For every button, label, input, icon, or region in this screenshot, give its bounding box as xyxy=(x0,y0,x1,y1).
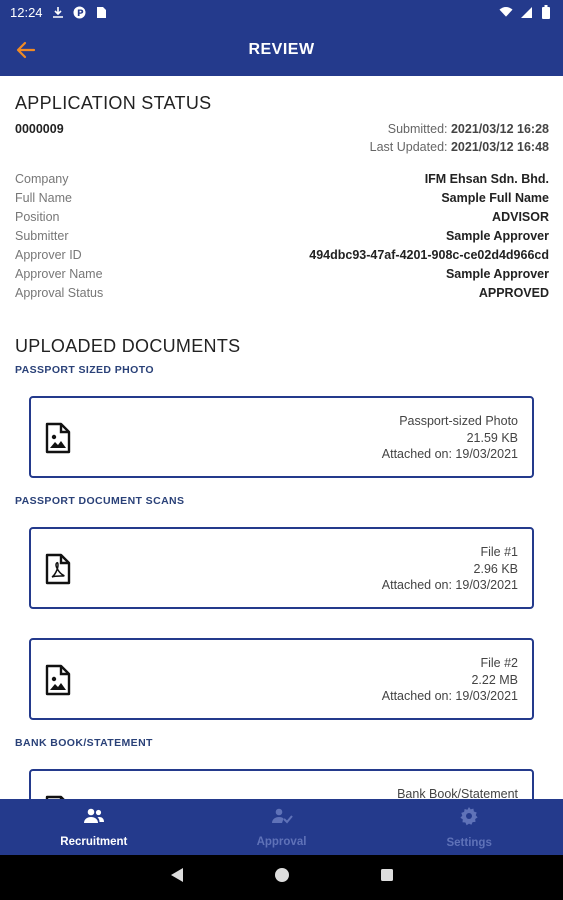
field-value: 494dbc93-47af-4201-908c-ce02d4d966cd xyxy=(309,248,549,262)
system-navigation-bar xyxy=(0,855,563,900)
field-value: Sample Approver xyxy=(445,267,549,281)
doc-group-title: PASSPORT SIZED PHOTO xyxy=(15,364,154,376)
field-label: Submitter xyxy=(15,229,69,243)
home-circle-icon[interactable] xyxy=(274,867,290,888)
field-company xyxy=(15,172,549,191)
doc-group-title: BANK BOOK/STATEMENT xyxy=(15,737,153,749)
field-full-name xyxy=(15,191,549,210)
field-label: Company xyxy=(15,172,69,186)
field-approver-id xyxy=(15,248,549,267)
back-arrow-icon[interactable] xyxy=(14,38,38,62)
pdf-file-icon xyxy=(45,553,71,585)
field-value: Sample Full Name xyxy=(441,191,549,205)
updated-label: Last Updated: xyxy=(369,140,448,154)
svg-text:P: P xyxy=(77,8,84,19)
document-card[interactable] xyxy=(29,638,534,720)
nav-label: Settings xyxy=(446,836,492,849)
document-name: Bank Book/Statement xyxy=(397,787,518,799)
status-bar xyxy=(0,0,563,24)
field-label: Approver ID xyxy=(15,248,82,262)
nav-label: Approval xyxy=(256,835,307,848)
field-value: Sample Approver xyxy=(445,229,549,243)
nav-settings[interactable] xyxy=(375,799,563,855)
nav-approval[interactable] xyxy=(188,799,376,855)
last-updated-date xyxy=(370,140,549,154)
doc-group-title: PASSPORT DOCUMENT SCANS xyxy=(15,495,185,507)
submitted-label: Submitted: xyxy=(387,122,448,136)
image-file-icon xyxy=(45,422,71,454)
bottom-navigation xyxy=(0,799,563,855)
document-name: File #2 xyxy=(480,656,518,670)
document-info xyxy=(382,655,518,705)
application-id: 0000009 xyxy=(15,122,64,136)
sim-icon xyxy=(95,5,109,19)
application-status-heading: APPLICATION STATUS xyxy=(15,93,212,113)
nav-label: Recruitment xyxy=(60,835,128,848)
document-name: Passport-sized Photo xyxy=(399,414,518,428)
document-info xyxy=(397,786,518,799)
document-info xyxy=(382,413,518,463)
submitted-value: 2021/03/12 16:28 xyxy=(450,122,549,136)
document-card[interactable] xyxy=(29,769,534,799)
field-label: Approval Status xyxy=(15,286,104,300)
field-approval-status xyxy=(15,286,549,305)
document-card[interactable] xyxy=(29,527,534,609)
document-attached-date: Attached on: 19/03/2021 xyxy=(381,689,518,703)
page-title: REVIEW xyxy=(248,41,315,58)
download-icon xyxy=(51,5,65,19)
field-label: Full Name xyxy=(15,191,72,205)
field-submitter xyxy=(15,229,549,248)
person-check-icon xyxy=(271,807,293,830)
recents-square-icon[interactable] xyxy=(380,868,394,887)
p-icon xyxy=(73,5,87,19)
wifi-icon xyxy=(499,5,513,19)
updated-value: 2021/03/12 16:48 xyxy=(450,140,549,154)
uploaded-documents-heading: UPLOADED DOCUMENTS xyxy=(15,336,241,356)
field-label: Position xyxy=(15,210,60,224)
document-attached-date: Attached on: 19/03/2021 xyxy=(381,447,518,461)
document-size: 2.96 KB xyxy=(473,561,518,576)
gear-icon xyxy=(459,806,479,831)
document-size: 21.59 KB xyxy=(466,430,518,445)
field-value: IFM Ehsan Sdn. Bhd. xyxy=(424,172,549,186)
review-content[interactable] xyxy=(0,76,563,799)
field-value: APPROVED xyxy=(478,286,549,300)
field-position xyxy=(15,210,549,229)
submitted-date xyxy=(388,122,549,136)
image-file-icon xyxy=(45,664,71,696)
field-value: ADVISOR xyxy=(492,210,549,224)
field-approver-name xyxy=(15,267,549,286)
document-info xyxy=(382,544,518,594)
app-bar xyxy=(0,24,563,76)
status-time: 12:24 xyxy=(10,4,43,20)
document-card[interactable] xyxy=(29,396,534,478)
signal-icon xyxy=(519,5,533,19)
document-size: 2.22 MB xyxy=(471,672,518,687)
back-triangle-icon[interactable] xyxy=(170,867,184,888)
document-attached-date: Attached on: 19/03/2021 xyxy=(381,578,518,592)
field-label: Approver Name xyxy=(15,267,103,281)
battery-icon xyxy=(539,5,553,19)
document-name: File #1 xyxy=(480,545,518,559)
nav-recruitment[interactable] xyxy=(0,799,188,855)
people-icon xyxy=(83,807,105,830)
